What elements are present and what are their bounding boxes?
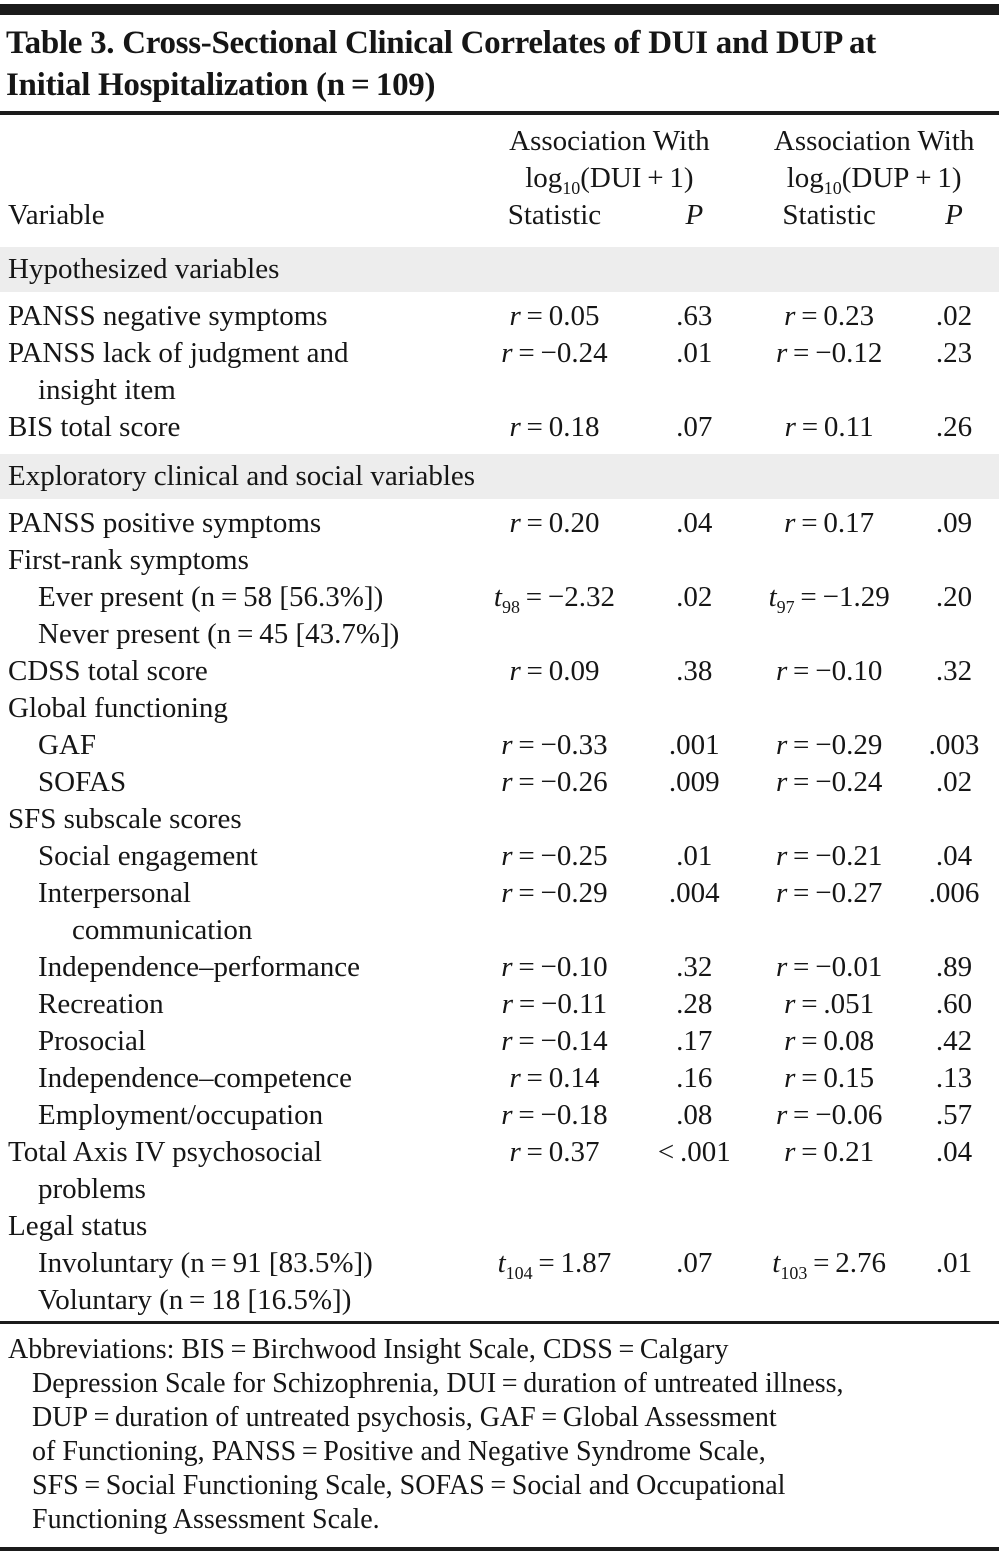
dui-group-header	[470, 115, 750, 197]
statistic-symbol: r	[501, 877, 513, 909]
row-label	[0, 838, 470, 875]
statistic-symbol: r	[509, 1136, 521, 1168]
dup-statistic-cell	[749, 1208, 909, 1245]
table-3-figure	[0, 4, 999, 1560]
variable-column-header: Variable	[0, 197, 470, 243]
dui-p-cell	[639, 690, 749, 727]
dup-p-cell: .04	[935, 840, 973, 872]
statistic-symbol: r	[501, 988, 514, 1020]
row-label	[0, 986, 470, 1023]
dui-statistic-cell: r = −0.14	[501, 1025, 608, 1057]
footnote-line: Functioning Assessment Scale.	[32, 1504, 380, 1535]
row-label-line: BIS total score	[8, 411, 181, 443]
dui-p-cell: .07	[676, 1247, 713, 1279]
dui-p-cell: .28	[676, 988, 713, 1020]
dup-statistic-cell: r = −0.29	[775, 729, 883, 761]
dui-p-cell: .004	[668, 877, 720, 909]
dui-statistic-cell: r = 0.05	[509, 300, 600, 332]
statistic-symbol: r	[509, 300, 521, 332]
statistic-symbol: r	[784, 988, 796, 1020]
row-label	[0, 502, 470, 542]
dui-statistic-cell: r = −0.24	[501, 337, 608, 369]
dup-group-formula: $\log_{10}(DUP + 1)$	[786, 162, 962, 198]
table-row	[0, 542, 999, 579]
row-label	[0, 875, 470, 949]
table-row	[0, 1097, 999, 1134]
dup-p-cell	[909, 801, 999, 838]
empty-header-cell	[0, 115, 470, 197]
dui-p-cell: .32	[676, 951, 713, 983]
row-label-line: Interpersonal	[38, 877, 191, 909]
table-title-line1: Table 3. Cross-Sectional Clinical Correlates of DUI and DUP at	[6, 25, 876, 61]
dui-statistic-cell	[470, 801, 640, 838]
statistic-symbol: r	[775, 840, 788, 872]
statistic-symbol: r	[784, 1136, 796, 1168]
row-label-line: CDSS total score	[8, 655, 208, 687]
dup-group-header	[749, 115, 999, 197]
dup-statistic-cell	[749, 801, 909, 838]
dui-statistic-cell: r = −0.29	[501, 877, 608, 909]
table-row	[0, 502, 999, 542]
statistic-symbol: r	[775, 1099, 788, 1131]
row-label-line: Recreation	[38, 988, 164, 1020]
table-row	[0, 690, 999, 727]
row-label-line: Global functioning	[8, 692, 228, 724]
dui-p-cell: .009	[668, 766, 720, 798]
row-label	[0, 1282, 470, 1319]
bottom-rule	[0, 1547, 999, 1551]
row-label-line: Ever present (n = 58 [56.3%])	[38, 581, 384, 613]
dui-statistic-cell: $t_{98} = -2.32$	[493, 581, 615, 617]
table-row	[0, 1134, 999, 1208]
dui-p-cell	[639, 616, 749, 653]
dui-statistic-cell: r = 0.14	[509, 1062, 600, 1094]
dui-statistic-cell: r = 0.18	[509, 411, 600, 443]
section-row	[0, 243, 999, 295]
table-row	[0, 295, 999, 335]
row-label-line: PANSS lack of judgment and	[8, 337, 349, 369]
row-label	[0, 616, 470, 653]
row-label	[0, 949, 470, 986]
dup-p-header: P	[909, 197, 999, 243]
dui-statistic-cell	[470, 616, 640, 653]
table-row	[0, 616, 999, 653]
statistic-subscript: 97	[776, 596, 795, 617]
correlates-table	[0, 115, 999, 1319]
dui-statistic-cell: r = −0.33	[501, 729, 608, 761]
table-row	[0, 764, 999, 801]
section-label: Exploratory clinical and social variables	[0, 450, 999, 502]
dup-p-cell: .02	[935, 300, 973, 332]
dui-p-cell: .17	[676, 1025, 713, 1057]
statistic-symbol: r	[784, 1062, 796, 1094]
row-label-line: Voluntary (n = 18 [16.5%])	[38, 1284, 352, 1316]
dup-statistic-cell: r = 0.08	[784, 1025, 875, 1057]
statistic-symbol: t	[768, 581, 777, 613]
dup-p-cell: .89	[935, 951, 973, 983]
row-label	[0, 1097, 470, 1134]
row-label-line: SOFAS	[38, 766, 127, 798]
statistic-symbol: t	[772, 1247, 781, 1279]
row-label-line: Never present (n = 45 [43.7%])	[38, 618, 400, 650]
dui-statistic-cell	[470, 542, 640, 579]
table-row	[0, 409, 999, 450]
statistic-symbol: r	[784, 411, 796, 443]
dui-statistic-header: Statistic	[470, 197, 640, 243]
row-label-line: Employment/occupation	[38, 1099, 324, 1131]
statistic-subscript: 104	[505, 1262, 533, 1283]
dui-p-cell: .001	[668, 729, 720, 761]
statistic-symbol: r	[775, 655, 788, 687]
statistic-symbol: r	[501, 1099, 513, 1131]
dup-p-cell: .04	[935, 1136, 973, 1168]
dup-statistic-header: Statistic	[749, 197, 909, 243]
dup-statistic-cell: r = −0.27	[775, 877, 883, 909]
dup-p-cell: .57	[935, 1099, 973, 1131]
statistic-symbol: r	[784, 1025, 796, 1057]
dup-p-cell	[909, 1208, 999, 1245]
row-label-line: Independence–competence	[38, 1062, 352, 1094]
group-header-row	[0, 115, 999, 197]
dui-p-cell: .02	[676, 581, 713, 613]
table-row	[0, 1245, 999, 1282]
dui-p-cell: .01	[676, 337, 713, 369]
dui-p-cell	[639, 542, 749, 579]
dup-statistic-cell	[749, 1282, 909, 1319]
section-row	[0, 450, 999, 502]
row-label-line: communication	[72, 914, 253, 946]
statistic-symbol: r	[775, 766, 788, 798]
row-label-line: problems	[38, 1173, 146, 1205]
dui-group-title: Association With	[509, 125, 710, 157]
dui-p-cell	[639, 1208, 749, 1245]
table-row	[0, 727, 999, 764]
dup-statistic-cell	[749, 616, 909, 653]
statistic-symbol: r	[784, 300, 796, 332]
statistic-symbol: r	[775, 729, 788, 761]
row-label-line: PANSS negative symptoms	[8, 300, 328, 332]
dui-statistic-cell	[470, 690, 640, 727]
row-label	[0, 1245, 470, 1282]
dup-statistic-cell: $t_{103} = 2.76$	[772, 1247, 887, 1283]
statistic-symbol: r	[775, 877, 788, 909]
dui-p-cell	[639, 801, 749, 838]
dup-p-cell: .20	[935, 581, 973, 613]
row-label-line: First-rank symptoms	[8, 544, 249, 576]
dui-statistic-cell: r = 0.09	[509, 655, 600, 687]
row-label	[0, 579, 470, 616]
statistic-symbol: r	[509, 655, 521, 687]
dup-statistic-cell	[749, 690, 909, 727]
table-row	[0, 986, 999, 1023]
row-label-line: Total Axis IV psychosocial	[8, 1136, 322, 1168]
dui-p-cell: .63	[676, 300, 713, 332]
statistic-symbol: t	[497, 1247, 506, 1279]
statistic-symbol: r	[775, 337, 788, 369]
row-label	[0, 690, 470, 727]
dup-statistic-cell	[749, 542, 909, 579]
dup-statistic-cell: r = −0.06	[775, 1099, 883, 1131]
table-title	[0, 15, 999, 111]
dui-statistic-cell: r = 0.20	[509, 507, 600, 539]
dup-statistic-cell: r = −0.12	[775, 337, 883, 369]
dup-p-cell: .23	[935, 337, 973, 369]
dup-p-cell: .60	[935, 988, 973, 1020]
statistic-symbol: r	[501, 337, 513, 369]
statistic-symbol: r	[501, 766, 513, 798]
dup-p-cell	[909, 690, 999, 727]
statistic-symbol: r	[509, 411, 521, 443]
footnote-line: Depression Scale for Schizophrenia, DUI = duration of untreated illness,	[32, 1368, 844, 1399]
dup-p-cell	[909, 542, 999, 579]
footnote-line: DUP = duration of untreated psychosis, GAF = Global Assessment	[32, 1402, 777, 1433]
dui-statistic-cell: r = −0.25	[501, 840, 608, 872]
dup-p-cell: .42	[935, 1025, 973, 1057]
row-label-line: Social engagement	[38, 840, 258, 872]
top-rule	[0, 4, 999, 15]
row-label-line: Involuntary (n = 91 [83.5%])	[38, 1247, 373, 1279]
dup-statistic-cell: r = 0.23	[784, 300, 875, 332]
row-label-line: GAF	[38, 729, 97, 761]
dup-p-cell: .13	[935, 1062, 973, 1094]
dui-statistic-cell	[470, 1282, 640, 1319]
statistic-subscript: 98	[501, 596, 520, 617]
dup-p-cell: .09	[935, 507, 973, 539]
table-row	[0, 838, 999, 875]
dui-statistic-cell: r = −0.26	[501, 766, 608, 798]
dup-p-cell: .01	[935, 1247, 973, 1279]
sub-header-row	[0, 197, 999, 243]
dui-group-formula: $\log_{10}(DUI + 1)$	[525, 162, 694, 198]
statistic-symbol: r	[501, 951, 513, 983]
row-label-line: SFS subscale scores	[8, 803, 242, 835]
dup-p-cell	[909, 616, 999, 653]
dup-p-cell: .02	[935, 766, 973, 798]
dup-statistic-cell: $t_{97} = -1.29$	[768, 581, 890, 617]
row-label	[0, 764, 470, 801]
table-row	[0, 949, 999, 986]
dup-p-cell: .006	[928, 877, 980, 909]
dup-statistic-cell: r = −0.01	[775, 951, 883, 983]
row-label-line: Independence–performance	[38, 951, 361, 983]
dui-p-cell: < .001	[657, 1136, 731, 1168]
dup-statistic-cell: r = 0.21	[784, 1136, 875, 1168]
row-label-line: Prosocial	[38, 1025, 146, 1057]
statistic-symbol: t	[493, 581, 502, 613]
dup-statistic-cell: r = −0.24	[775, 766, 883, 798]
row-label	[0, 295, 470, 335]
row-label	[0, 1208, 470, 1245]
table-title-line2: Initial Hospitalization (n = 109)	[6, 67, 436, 103]
footnote-line: SFS = Social Functioning Scale, SOFAS = Social and Occupational	[32, 1470, 786, 1501]
table-row	[0, 653, 999, 690]
dup-statistic-cell: r = −0.21	[775, 840, 883, 872]
row-label	[0, 727, 470, 764]
statistic-symbol: r	[775, 951, 788, 983]
dup-p-cell: .26	[935, 411, 973, 443]
dui-statistic-cell: r = −0.11	[501, 988, 608, 1020]
dui-p-cell	[639, 1282, 749, 1319]
footnote-line: of Functioning, PANSS = Positive and Negative Syndrome Scale,	[32, 1436, 766, 1467]
table-row	[0, 1060, 999, 1097]
dui-p-cell: .16	[676, 1062, 713, 1094]
dup-statistic-cell: r = .051	[784, 988, 875, 1020]
dui-p-cell: .04	[676, 507, 713, 539]
dui-statistic-cell: r = −0.10	[501, 951, 608, 983]
dui-p-cell: .38	[676, 655, 713, 687]
row-label	[0, 1023, 470, 1060]
dup-p-cell	[909, 1282, 999, 1319]
statistic-symbol: r	[509, 507, 521, 539]
table-body	[0, 243, 999, 1319]
table-row	[0, 335, 999, 409]
row-label-line: insight item	[38, 374, 176, 406]
row-label	[0, 801, 470, 838]
table-row	[0, 1282, 999, 1319]
table-row	[0, 579, 999, 616]
row-label	[0, 653, 470, 690]
statistic-symbol: r	[501, 1025, 513, 1057]
dui-statistic-cell: r = 0.37	[509, 1136, 600, 1168]
table-row	[0, 875, 999, 949]
dui-p-cell: .07	[676, 411, 713, 443]
dui-statistic-cell: r = −0.18	[501, 1099, 608, 1131]
statistic-symbol: r	[501, 840, 513, 872]
dui-p-cell: .08	[676, 1099, 713, 1131]
row-label	[0, 1134, 470, 1208]
dui-statistic-cell: $t_{104} = 1.87$	[497, 1247, 612, 1283]
row-label-line: PANSS positive symptoms	[8, 507, 322, 539]
footnote-line: Abbreviations: BIS = Birchwood Insight Scale, CDSS = Calgary	[8, 1334, 729, 1365]
statistic-symbol: r	[501, 729, 513, 761]
row-label	[0, 409, 470, 450]
statistic-symbol: r	[784, 507, 796, 539]
table-footnote	[0, 1321, 999, 1547]
statistic-subscript: 103	[780, 1262, 808, 1283]
row-label	[0, 542, 470, 579]
dup-group-title: Association With	[773, 125, 975, 157]
dup-p-cell: .32	[935, 655, 973, 687]
dui-p-header: P	[639, 197, 749, 243]
table-row	[0, 1208, 999, 1245]
dui-statistic-cell	[470, 1208, 640, 1245]
row-label	[0, 335, 470, 409]
table-row	[0, 1023, 999, 1060]
dui-p-cell: .01	[676, 840, 713, 872]
row-label	[0, 1060, 470, 1097]
dup-statistic-cell: r = 0.17	[784, 507, 875, 539]
dup-statistic-cell: r = 0.15	[784, 1062, 875, 1094]
dup-p-cell: .003	[928, 729, 980, 761]
table-header	[0, 115, 999, 243]
dup-statistic-cell: r = 0.11	[784, 411, 874, 443]
statistic-symbol: r	[509, 1062, 521, 1094]
table-row	[0, 801, 999, 838]
section-label: Hypothesized variables	[0, 243, 999, 295]
dup-statistic-cell: r = −0.10	[775, 655, 883, 687]
row-label-line: Legal status	[8, 1210, 148, 1242]
